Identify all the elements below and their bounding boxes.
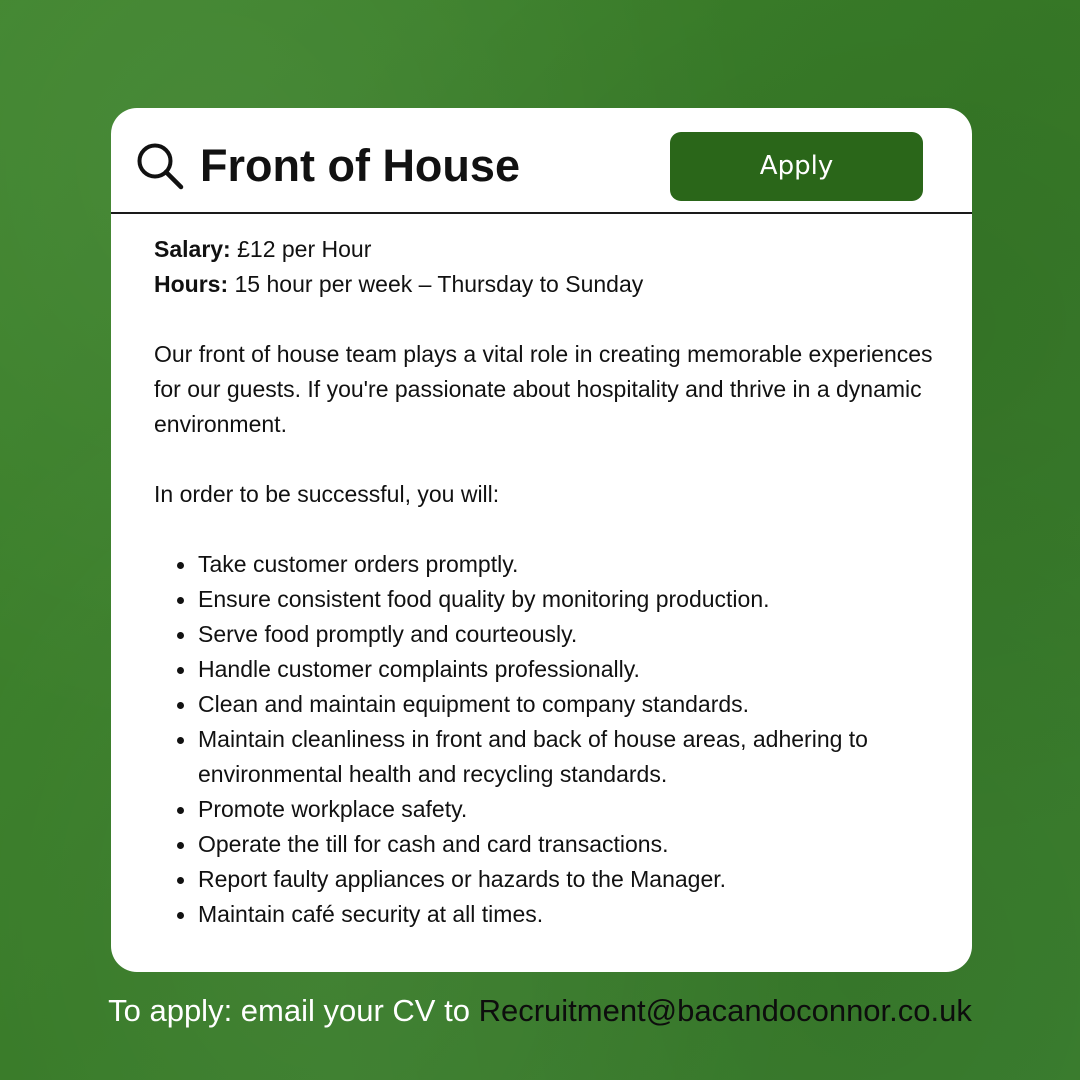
list-item: Maintain cleanliness in front and back of house areas, adhering to environmental health and recycling standards.: [198, 722, 934, 792]
list-item: Take customer orders promptly.: [198, 547, 934, 582]
list-item: Clean and maintain equipment to company standards.: [198, 687, 934, 722]
apply-instructions: [0, 990, 1080, 1032]
card-header: [111, 108, 972, 214]
recruitment-email-link[interactable]: Recruitment@bacandoconnor.co.uk: [478, 993, 972, 1028]
list-item: Report faulty appliances or hazards to the Manager.: [198, 862, 934, 897]
list-item: Handle customer complaints professionally.: [198, 652, 934, 687]
hours-line: [154, 267, 934, 302]
card-body: [154, 232, 934, 932]
list-item: Serve food promptly and courteously.: [198, 617, 934, 652]
hours-label: Hours:: [154, 271, 229, 297]
job-description: Our front of house team plays a vital role in creating memorable experiences for our guests. If you're passionate about hospitality and thrive in a dynamic environment.: [154, 341, 933, 437]
hours-value: 15 hour per week – Thursday to Sunday: [234, 271, 644, 297]
salary-label: Salary:: [154, 236, 231, 262]
list-item: Operate the till for cash and card transactions.: [198, 827, 934, 862]
duties-intro: In order to be successful, you will:: [154, 481, 500, 507]
apply-button[interactable]: Apply: [670, 132, 923, 201]
duties-list: [154, 547, 934, 932]
salary-line: [154, 232, 934, 267]
salary-value: £12 per Hour: [237, 236, 372, 262]
apply-instructions-text: To apply: email your CV to: [108, 993, 479, 1028]
page-title: Front of House: [200, 140, 520, 191]
search-icon: [135, 141, 185, 191]
list-item: Promote workplace safety.: [198, 792, 934, 827]
job-card: [111, 108, 972, 972]
list-item: Ensure consistent food quality by monitoring production.: [198, 582, 934, 617]
list-item: Maintain café security at all times.: [198, 897, 934, 932]
